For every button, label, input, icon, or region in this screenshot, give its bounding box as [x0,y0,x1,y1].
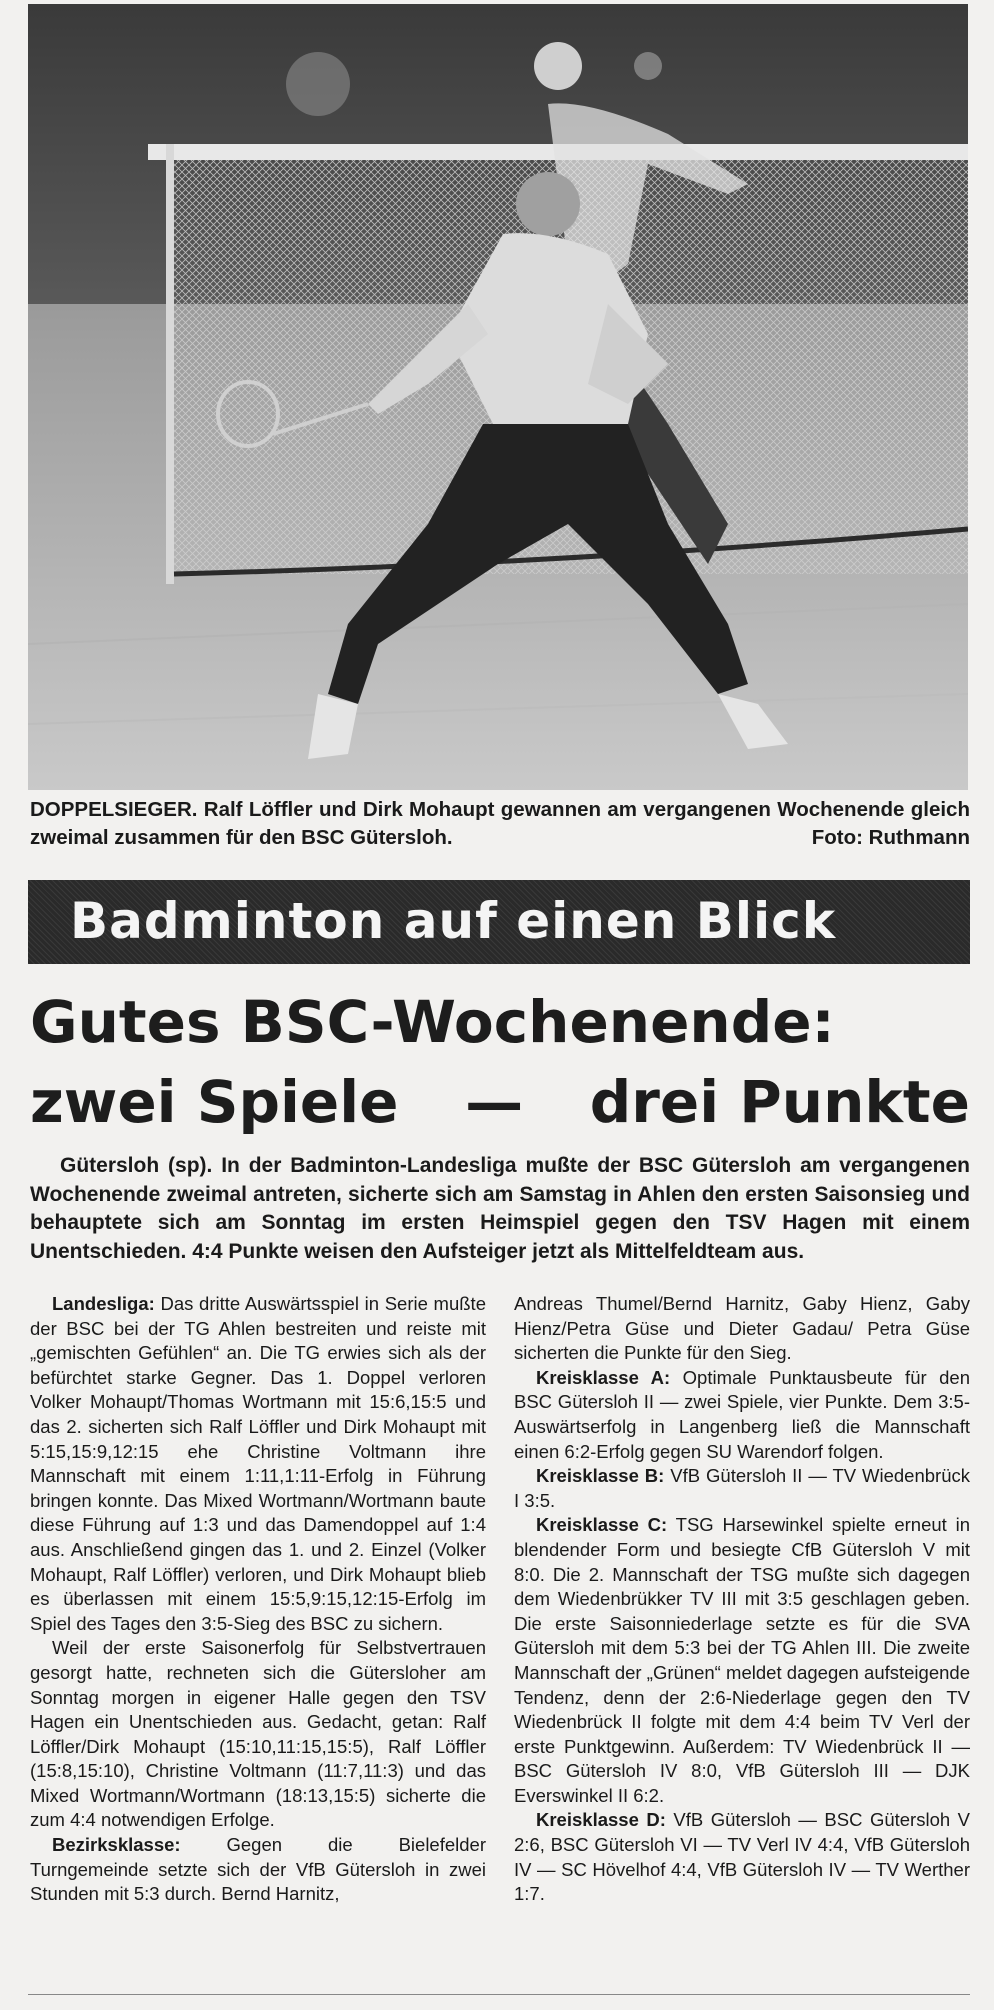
section-label: Kreisklasse C: [536,1514,668,1536]
body-paragraph: Weil der erste Saisonerfolg für Selbstvertrauen gesorgt hatte, rechneten sich die Gütersloher am Sonntag morgen in eigener Halle gegen den TSV Hagen ein Unentschieden aus. Gedacht, getan: Ralf Löffler/Dirk Mohaupt (15:10,11:15,15:5), Ralf Löffler (15:8,15:10), Christine Voltmann (11:7,11:3) und das Mixed Wortmann/Wortmann (18:13,15:5) sicherte die zum 4:4 notwendigen Erfolge. [30,1637,486,1831]
badminton-players-illustration [28,4,968,790]
bottom-rule [28,1994,970,1995]
body-paragraph: Kreisklasse B: VfB Gütersloh II — TV Wiedenbrück I 3:5. [514,1465,970,1511]
body-paragraph: Andreas Thumel/Bernd Harnitz, Gaby Hienz, Gaby Hienz/Petra Güse und Dieter Gadau/ Petra Güse sicherten die Punkte für den Sieg. [514,1293,970,1364]
caption-text: DOPPELSIEGER. Ralf Löffler und Dirk Mohaupt gewannen am vergangenen Wochenende gleich zweimal zusammen für den BSC Gütersloh. [30,798,970,849]
headline-part-a: zwei Spiele [30,1068,399,1136]
section-label: Landesliga: [52,1293,155,1314]
section-label: Kreisklasse A: [536,1366,671,1388]
section-label: Bezirksklasse: [52,1834,181,1856]
article-body [30,1292,970,1907]
section-banner [28,880,970,964]
section-label: Kreisklasse D: [536,1809,666,1831]
banner-title: Badminton auf einen Blick [70,892,837,950]
photo-credit: Foto: Ruthmann [811,826,970,849]
section-label: Kreisklasse B: [536,1465,665,1487]
body-paragraph: Bezirksklasse: Gegen die Bielefelder Turngemeinde setzte sich der VfB Gütersloh in zwei Stunden mit 5:3 durch. Bernd Harnitz, [30,1834,486,1905]
article-headline [30,982,970,1142]
body-paragraph: Kreisklasse C: TSG Harsewinkel spielte erneut in blendender Form und besiegte CfB Gütersloh V mit 8:0. Die 2. Mannschaft der TSG mußte sich dagegen dem Wiedenbrükker TV III mit 3:5 geschlagen geben. Die erste Saisonniederlage setzte es für die SVA Gütersloh mit dem 5:3 bei der TG Ahlen III. Die zweite Mannschaft der „Grünen“ meldet dagegen aufsteigende Tendenz, denn der 2:6-Niederlage gegen den TV Wiedenbrück II folgte mit dem 4:4 beim TV Verl der erste Punktgewinn. Außerdem: TV Wiedenbrück II — BSC Gütersloh IV 8:0, VfB Gütersloh III — DJK Everswinkel II 6:2. [514,1514,970,1806]
body-paragraph: Landesliga: Das dritte Auswärtsspiel in Serie mußte der BSC bei der TG Ahlen bestreiten und reiste mit „gemischten Gefühlen“ an. Die TG erwies sich als der befürchtet starke Gegner. Das 1. Doppel verloren Volker Mohaupt/Thomas Wortmann mit 15:6,15:5 und das 2. sicherten sich Ralf Löffler und Dirk Mohaupt mit 5:15,15:9,12:15 ehe Christine Voltmann ihre Mannschaft mit einem 1:11,1:11-Erfolg in Führung bringen konnte. Das Mixed Wortmann/Wortmann baute diese Führung auf 1:3 und das Damendoppel auf 1:4 aus. Anschließend gingen das 1. und 2. Einzel (Volker Mohaupt, Ralf Löffler) verloren, und Dirk Mohaupt blieb es überlassen mit einem 15:5,9:15,12:15-Erfolg im Spiel des Tages den 3:5-Sieg des BSC zu sichern. [30,1293,486,1634]
body-paragraph: Kreisklasse D: VfB Gütersloh — BSC Gütersloh V 2:6, BSC Gütersloh VI — TV Verl IV 4:4, VfB Gütersloh IV — SC Hövelhof 4:4, VfB Gütersloh IV — TV Werther 1:7. [514,1809,970,1905]
left-column [30,1292,486,1907]
right-column [514,1292,970,1907]
badminton-photo [28,4,968,790]
lead-paragraph: Gütersloh (sp). In der Badminton-Landesliga mußte der BSC Gütersloh am vergangenen Wochenende zweimal antreten, sicherte sich am Samstag in Ahlen den ersten Saisonsieg und behauptete sich am Sonntag im ersten Heimspiel gegen den TSV Hagen mit einem Unentschieden. 4:4 Punkte weisen den Aufsteiger jetzt als Mittelfeldteam aus. [30,1154,970,1263]
article-lead [30,1152,970,1266]
headline-part-b: drei Punkte [589,1068,970,1136]
body-paragraph: Kreisklasse A: Optimale Punktausbeute für den BSC Gütersloh II — zwei Spiele, vier Punkte. Dem 3:5-Auswärtserfolg in Langenberg ließ die Mannschaft einen 6:2-Erfolg gegen SU Warendorf folgen. [514,1366,970,1462]
headline-dash: — [465,1068,524,1136]
photo-caption [30,796,970,852]
headline-line-1: Gutes BSC-Wochenende: [30,988,835,1056]
headline-line-2 [30,1062,970,1142]
